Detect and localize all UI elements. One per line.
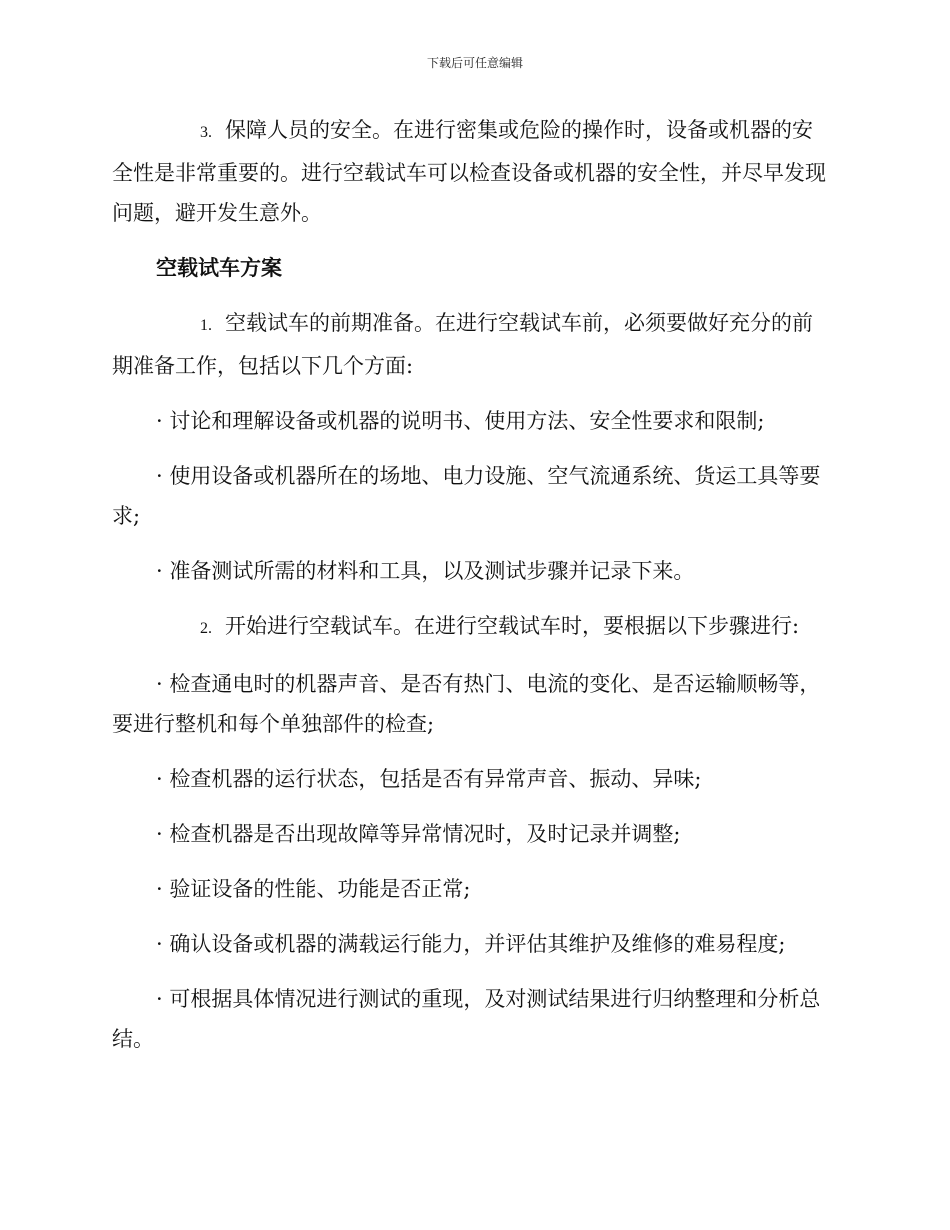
paragraph-step-1 [112, 303, 832, 386]
bullet-item: · 检查通电时的机器声音、是否有热门、电流的变化、是否运输顺畅等，要进行整机和每个单独部件的检查; [112, 672, 821, 736]
paragraph-text: 开始进行空载试车。在进行空载试车时，要根据以下步骤进行: [225, 614, 800, 638]
paragraph-text: 保障人员的安全。在进行密集或危险的操作时，设备或机器的安全性是非常重要的。进行空载试车可以检查设备或机器的安全性，并尽早发现问题，避开发生意外。 [112, 118, 826, 225]
section-heading: 空载试车方案 [156, 256, 282, 280]
item-number: 2. [200, 620, 212, 637]
paragraph-text: 空载试车的前期准备。在进行空载试车前，必须要做好充分的前期准备工作，包括以下几个方面: [112, 311, 813, 378]
page-header: 下载后可任意编辑 [426, 56, 523, 70]
bullet-item: · 准备测试所需的材料和工具，以及测试步骤并记录下来。 [156, 559, 695, 583]
bullet-item: · 讨论和理解设备或机器的说明书、使用方法、安全性要求和限制; [156, 409, 765, 433]
bullet-item: · 检查机器是否出现故障等异常情况时，及时记录并调整; [156, 822, 681, 846]
bullet-item: · 验证设备的性能、功能是否正常; [156, 877, 471, 901]
item-number: 3. [200, 124, 212, 141]
bullet-item: · 使用设备或机器所在的场地、电力设施、空气流通系统、货运工具等要求; [112, 464, 821, 528]
bullet-item: · 可根据具体情况进行测试的重现，及对测试结果进行归纳整理和分析总结。 [112, 987, 821, 1051]
paragraph-safety [112, 110, 832, 233]
bullet-item: · 确认设备或机器的满载运行能力，并评估其维护及维修的难易程度; [156, 932, 786, 956]
paragraph-step-2 [112, 606, 832, 649]
bullet-item: · 检查机器的运行状态，包括是否有异常声音、振动、异味; [156, 767, 702, 791]
item-number: 1. [200, 317, 212, 334]
document-body [112, 110, 832, 1074]
